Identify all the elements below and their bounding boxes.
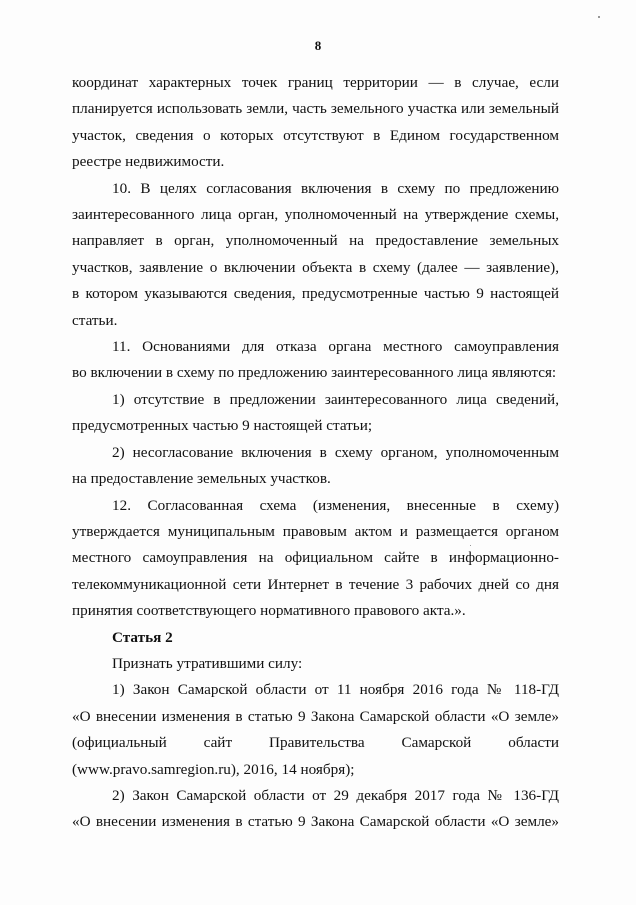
text-line: 12. Согласованная схема (изменения, внесенные в схему) (112, 496, 559, 514)
document-body (72, 70, 559, 836)
text-line: участок, сведения о которых отсутствуют в Едином государственном (72, 126, 559, 144)
text-line: местного самоуправления на официальном сайте в информационно- (72, 549, 559, 567)
text-line: на предоставление земельных участков. (72, 470, 331, 488)
text-line: принятия соответствующего нормативного правового акта.». (72, 602, 466, 620)
text-line: заинтересованного лица орган, уполномоченный на утверждение схемы, (72, 206, 559, 224)
text-line: направляет в орган, уполномоченный на предоставление земельных (72, 232, 559, 250)
paragraph-item-11-1 (72, 387, 559, 440)
text-line: телекоммуникационной сети Интернет в течение 3 рабочих дней со дня (72, 575, 559, 593)
paragraph-item-10 (72, 176, 559, 334)
paragraph-item-11-2 (72, 440, 559, 493)
text-line: реестре недвижимости. (72, 153, 225, 171)
text-line: 2) Закон Самарской области от 29 декабря 2017 года № 136-ГД (112, 786, 559, 804)
text-line: в котором указываются сведения, предусмотренные частью 9 настоящей (72, 285, 559, 303)
text-line: «О внесении изменения в статью 9 Закона Самарской области «О земле» (72, 707, 559, 725)
text-line: во включении в схему по предложению заинтересованного лица являются: (72, 364, 557, 382)
text-line: 2) несогласование включения в схему органом, уполномоченным (112, 443, 559, 461)
repealed-law-1 (72, 677, 559, 783)
paragraph-item-12 (72, 493, 559, 625)
article-heading: Статья 2 (112, 628, 173, 646)
text-line: Признать утратившими силу: (112, 654, 303, 672)
page-number: 8 (314, 38, 322, 53)
text-line: координат характерных точек границ территории — в случае, если (72, 74, 559, 91)
text-line: 1) отсутствие в предложении заинтересованного лица сведений, (112, 390, 559, 408)
text-line: 1) Закон Самарской области от 11 ноября 2016 года № 118-ГД (112, 681, 559, 699)
paragraph-continuation (72, 70, 559, 176)
text-line: планируется использовать земли, часть земельного участка или земельный (72, 100, 559, 118)
text-line: 10. В целях согласования включения в схему по предложению (112, 179, 559, 197)
text-line: участков, заявление о включении объекта в схему (далее — заявление), (72, 258, 559, 276)
text-line: предусмотренных частью 9 настоящей статьи; (72, 417, 373, 435)
text-line: «О внесении изменения в статью 9 Закона Самарской области «О земле» (72, 813, 559, 831)
paragraph-item-11 (72, 334, 559, 387)
text-line: статьи. (72, 311, 118, 329)
text-line: (официальный сайт Правительства Самарской области (72, 734, 559, 752)
text-line: (www.pravo.samregion.ru), 2016, 14 ноября); (72, 760, 355, 778)
scan-speck (598, 16, 600, 18)
text-line: 11. Основаниями для отказа органа местного самоуправления (112, 338, 559, 356)
text-line: утверждается муниципальным правовым актом и размещается органом (72, 522, 559, 540)
scan-speck (470, 545, 471, 546)
repeal-intro (72, 651, 559, 677)
repealed-law-2 (72, 783, 559, 836)
